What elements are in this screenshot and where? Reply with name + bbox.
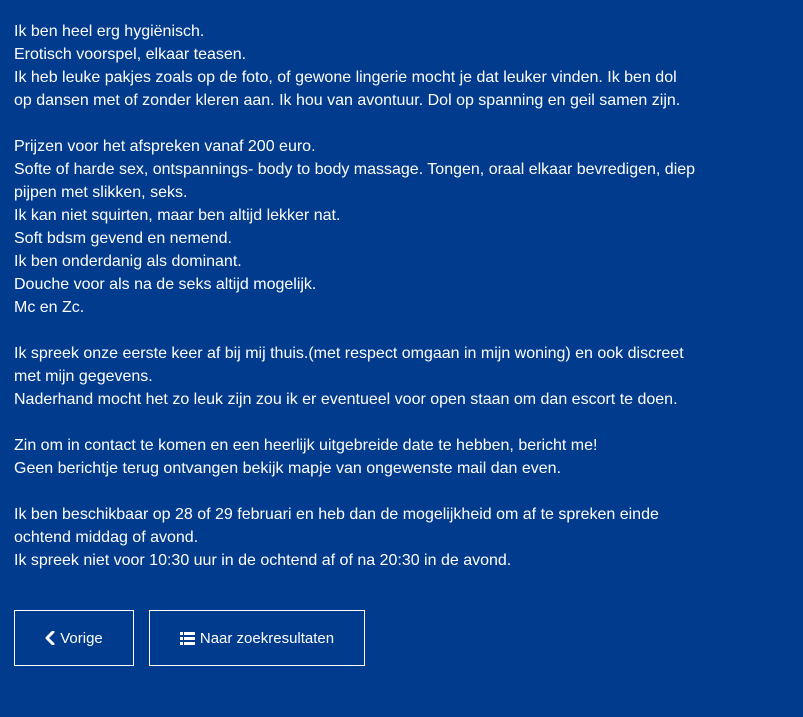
description-paragraph bbox=[14, 342, 774, 411]
search-results-button-label: Naar zoekresultaten bbox=[199, 629, 335, 647]
previous-button[interactable] bbox=[14, 610, 134, 666]
navigation-buttons bbox=[14, 610, 365, 666]
text-line: Erotisch voorspel, elkaar teasen. bbox=[14, 46, 247, 63]
text-line: Softe of harde sex, ontspannings- body to body massage. Tongen, oraal elkaar bevredigen, diep bbox=[14, 161, 696, 178]
description-paragraph bbox=[14, 503, 774, 572]
text-line: Ik kan niet squirten, maar ben altijd lekker nat. bbox=[14, 207, 341, 224]
text-line: met mijn gegevens. bbox=[14, 368, 153, 385]
text-line: Ik heb leuke pakjes zoals op de foto, of gewone lingerie mocht je dat leuker vinden. Ik ben dol bbox=[14, 69, 677, 86]
text-line: Ik ben beschikbaar op 28 of 29 februari en heb dan de mogelijkheid om af te spreken einde bbox=[14, 506, 659, 523]
text-line: Zin om in contact te komen en een heerlijk uitgebreide date te hebben, bericht me! bbox=[14, 437, 598, 454]
text-line: Douche voor als na de seks altijd mogelijk. bbox=[14, 276, 317, 293]
previous-button-label: Vorige bbox=[60, 629, 103, 647]
description-paragraph bbox=[14, 434, 774, 480]
text-line: Mc en Zc. bbox=[14, 299, 85, 316]
text-line: Geen berichtje terug ontvangen bekijk mapje van ongewenste mail dan even. bbox=[14, 460, 562, 477]
text-line: Ik spreek niet voor 10:30 uur in de ochtend af of na 20:30 in de avond. bbox=[14, 552, 512, 569]
profile-description bbox=[14, 20, 774, 595]
list-icon bbox=[180, 632, 195, 645]
text-line: ochtend middag of avond. bbox=[14, 529, 199, 546]
text-line: Ik ben heel erg hygiënisch. bbox=[14, 23, 205, 40]
text-line: Soft bdsm gevend en nemend. bbox=[14, 230, 232, 247]
text-line: pijpen met slikken, seks. bbox=[14, 184, 188, 201]
text-line: Naderhand mocht het zo leuk zijn zou ik er eventueel voor open staan om dan escort te doen. bbox=[14, 391, 678, 408]
description-paragraph bbox=[14, 20, 774, 112]
description-paragraph bbox=[14, 135, 774, 319]
chevron-left-icon bbox=[45, 631, 55, 645]
search-results-button[interactable] bbox=[149, 610, 365, 666]
text-line: op dansen met of zonder kleren aan. Ik hou van avontuur. Dol op spanning en geil samen zijn. bbox=[14, 92, 681, 109]
text-line: Prijzen voor het afspreken vanaf 200 euro. bbox=[14, 138, 316, 155]
text-line: Ik spreek onze eerste keer af bij mij thuis.(met respect omgaan in mijn woning) en ook discreet bbox=[14, 345, 684, 362]
text-line: Ik ben onderdanig als dominant. bbox=[14, 253, 242, 270]
